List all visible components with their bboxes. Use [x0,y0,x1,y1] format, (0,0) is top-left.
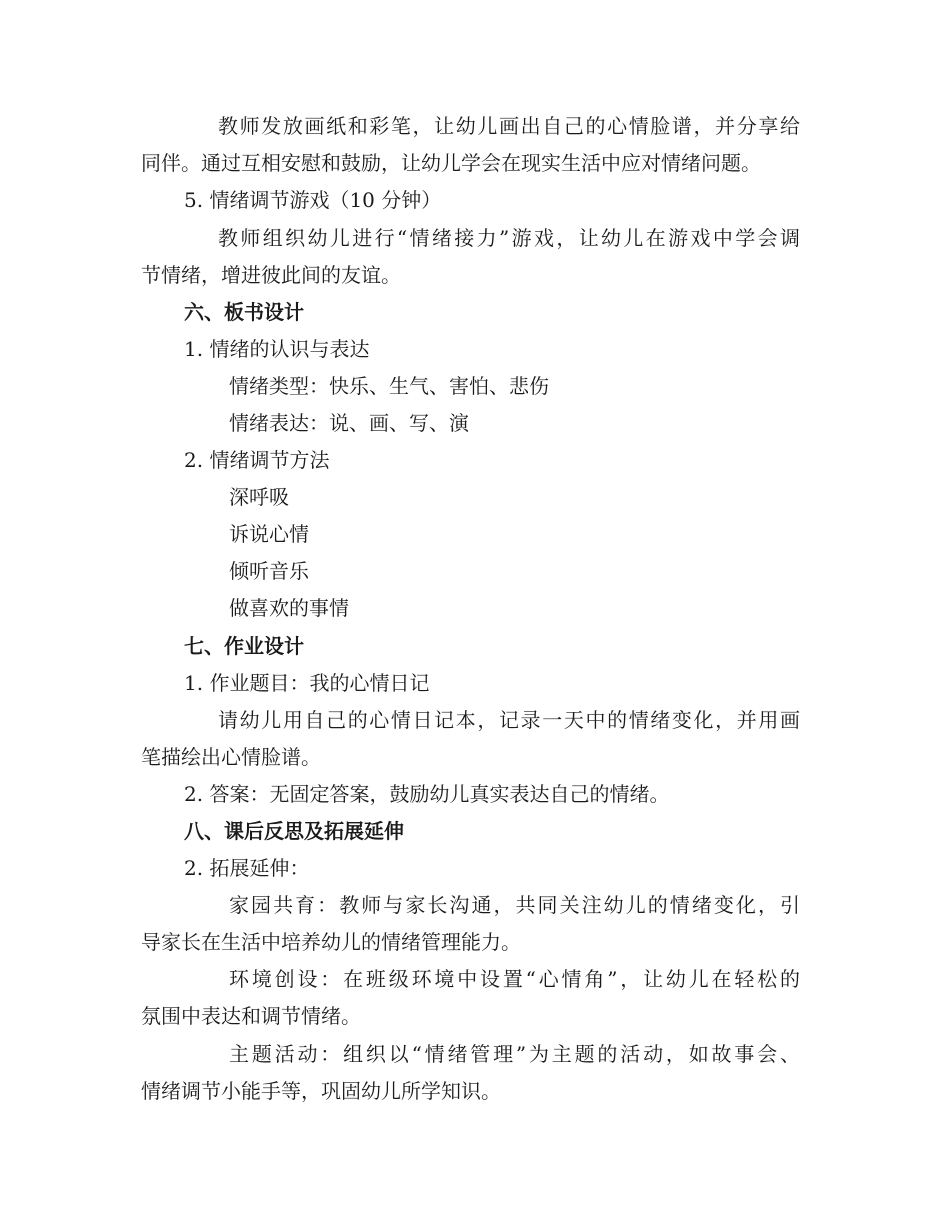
paragraph-line: 教师组织幼儿进行“情绪接力”游戏，让幼儿在游戏中学会调 [218,226,800,250]
section-title: 八、课后反思及拓展延伸 [184,819,404,843]
paragraph-line: 主题活动：组织以“情绪管理”为主题的活动，如故事会、 [229,1042,800,1066]
section-title: 七、作业设计 [184,634,304,658]
list-item-heading: 2. 答案：无固定答案，鼓励幼儿真实表达自己的情绪。 [184,782,670,806]
list-item-heading: 1. 情绪的认识与表达 [184,337,370,361]
list-item-heading: 2. 拓展延伸： [184,856,310,880]
paragraph-line: 节情绪，增进彼此间的友谊。 [141,263,401,287]
list-subitem: 做喜欢的事情 [229,596,349,620]
list-item-heading: 5. 情绪调节游戏（10 分钟） [184,188,442,212]
list-subitem: 情绪表达：说、画、写、演 [229,411,469,435]
list-subitem: 倾听音乐 [229,559,309,583]
section-title: 六、板书设计 [184,300,304,324]
paragraph-line: 环境创设：在班级环境中设置“心情角”，让幼儿在轻松的 [229,967,800,991]
list-subitem: 情绪类型：快乐、生气、害怕、悲伤 [229,374,549,398]
paragraph-line: 教师发放画纸和彩笔，让幼儿画出自己的心情脸谱，并分享给 [218,114,800,138]
paragraph-line: 情绪调节小能手等，巩固幼儿所学知识。 [141,1079,501,1103]
paragraph-line: 笔描绘出心情脸谱。 [141,745,321,769]
paragraph-line: 家园共育：教师与家长沟通，共同关注幼儿的情绪变化，引 [229,893,800,917]
paragraph-line: 导家长在生活中培养幼儿的情绪管理能力。 [141,930,521,954]
list-item-heading: 1. 作业题目：我的心情日记 [184,671,430,695]
list-item-heading: 2. 情绪调节方法 [184,448,330,472]
list-subitem: 深呼吸 [229,485,289,509]
list-subitem: 诉说心情 [229,522,309,546]
paragraph-line: 请幼儿用自己的心情日记本，记录一天中的情绪变化，并用画 [218,708,800,732]
paragraph-line: 氛围中表达和调节情绪。 [141,1004,361,1028]
paragraph-line: 同伴。通过互相安慰和鼓励，让幼儿学会在现实生活中应对情绪问题。 [141,151,761,175]
